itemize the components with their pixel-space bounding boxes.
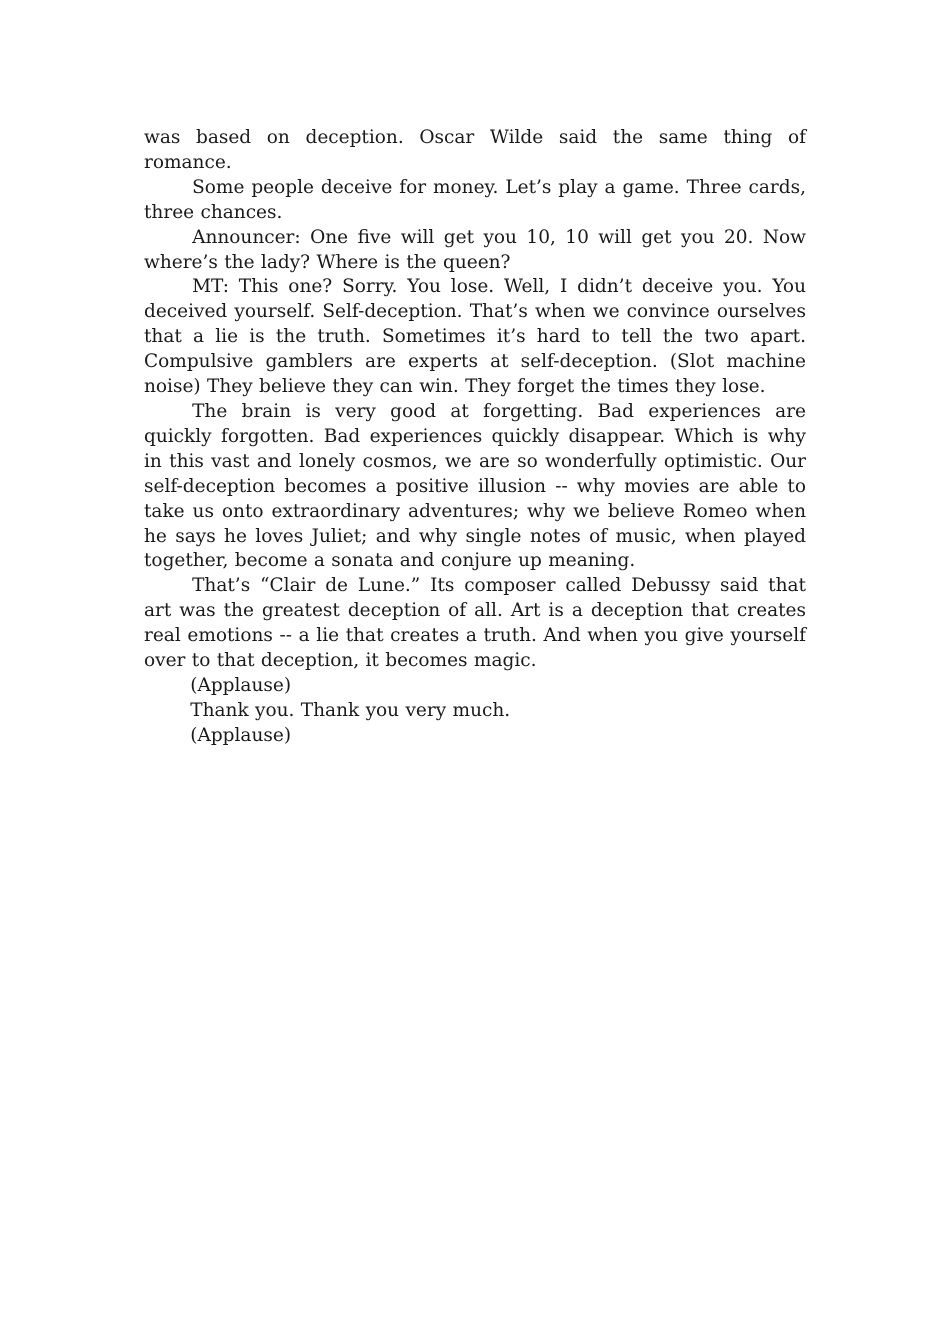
paragraph-announcer: Announcer: One five will get you 10, 10 will get you 20. Now where’s the lady? Where is the queen? xyxy=(144,226,806,273)
paragraph-self-deception: MT: This one? Sorry. You lose. Well, I didn’t deceive you. You deceived yourself. Self-deception. That’s when we convince ourselves that a lie is the truth. Sometimes it’s hard to tell the two apart. Compulsive gamblers are experts at self-deception. (Slot machine noise) They believe they can win. They forget the times they lose. xyxy=(144,276,806,398)
paragraph-continuation: was based on deception. Oscar Wilde said the same thing of romance. xyxy=(144,127,806,173)
paragraph-brain-forgetting: The brain is very good at forgetting. Bad experiences are quickly forgotten. Bad experiences quickly disappear. Which is why in this vast and lonely cosmos, we are so wonderfully optimistic. Our self-deception becomes a positive illusion -- why movies are able to take us onto extraordinary adventures; why we believe Romeo when he says he loves Juliet; and why single notes of music, when played together, become a sonata and conjure up meaning. xyxy=(144,400,806,572)
document-body xyxy=(144,126,806,749)
paragraph-thank-you: Thank you. Thank you very much. xyxy=(190,699,511,721)
paragraph-deceive-for-money: Some people deceive for money. Let’s play a game. Three cards, three chances. xyxy=(144,176,806,223)
paragraph-applause-1: (Applause) xyxy=(190,674,292,696)
paragraph-applause-2: (Applause) xyxy=(190,724,292,746)
paragraph-clair-de-lune: That’s “Clair de Lune.” Its composer called Debussy said that art was the greatest deception of all. Art is a deception that creates real emotions -- a lie that creates a truth. And when you give yourself over to that deception, it becomes magic. xyxy=(144,575,806,672)
